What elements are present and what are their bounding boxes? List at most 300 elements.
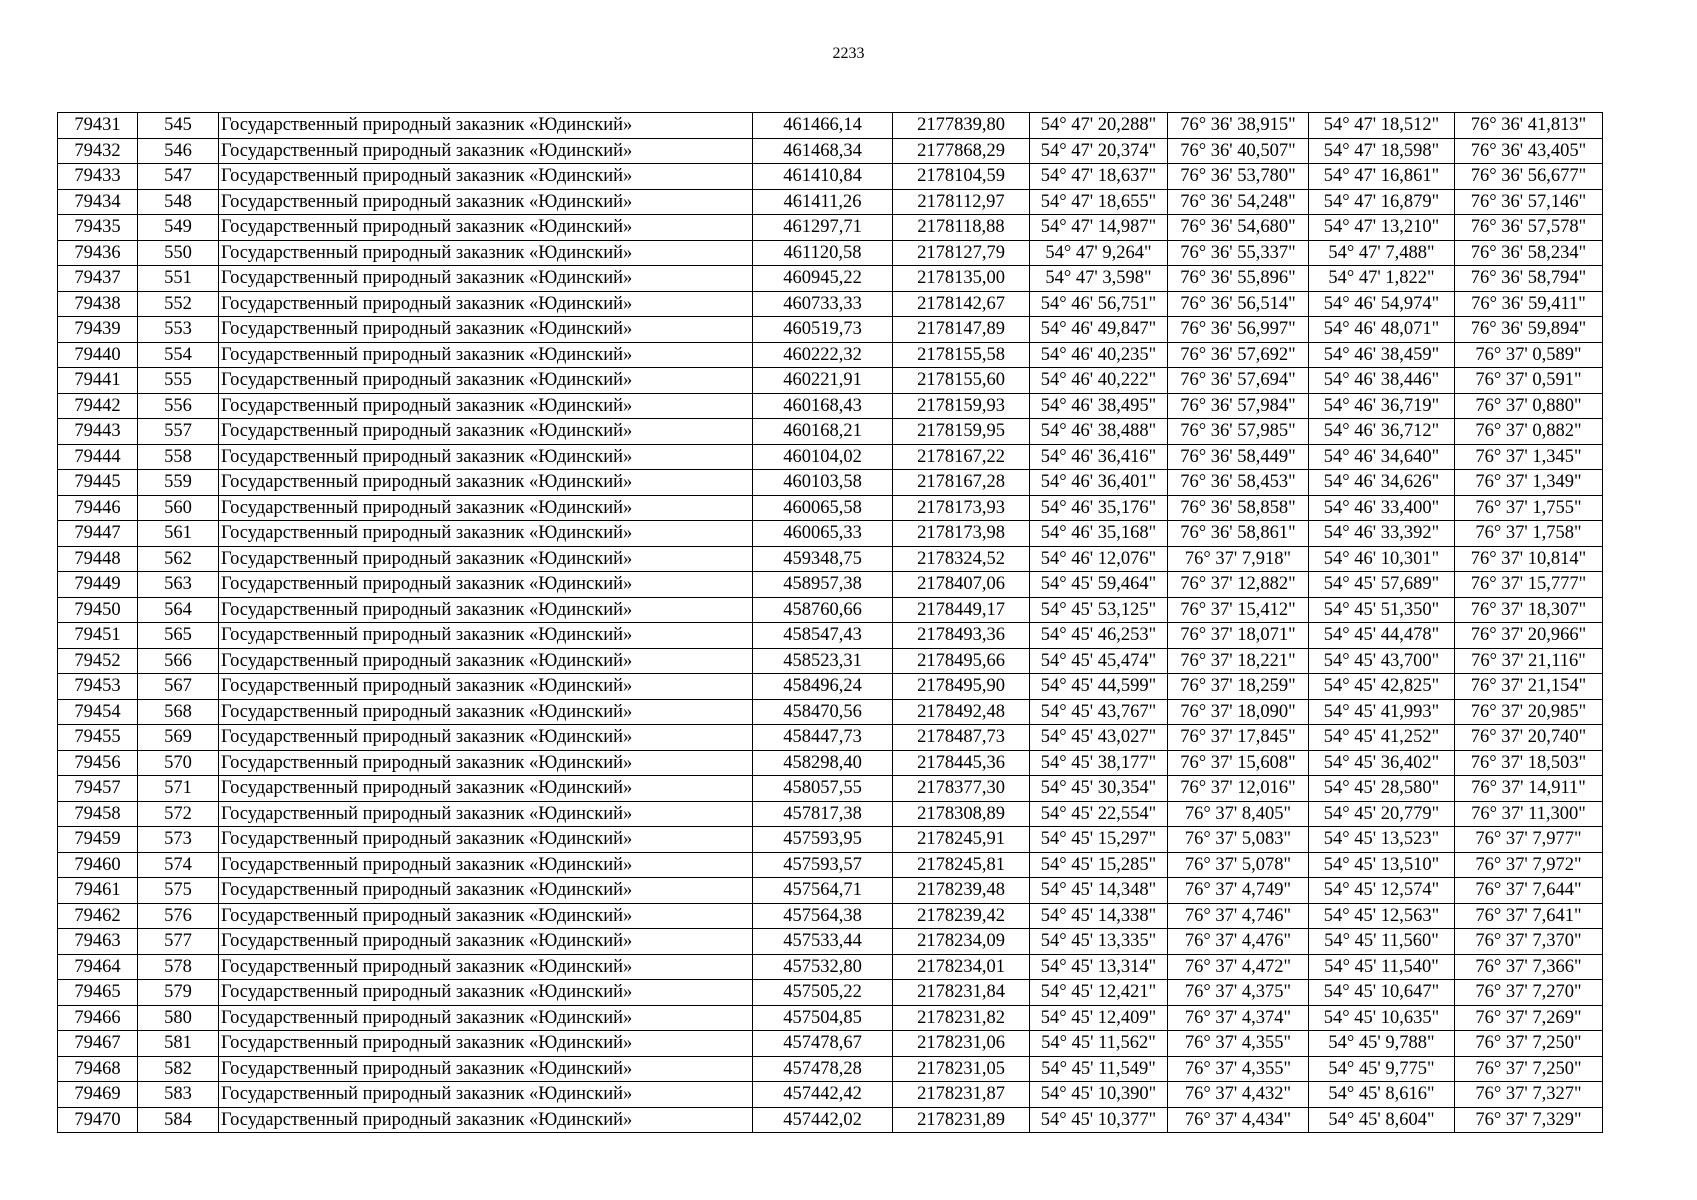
latitude-2-cell: 54° 46' 38,446"	[1309, 368, 1455, 394]
longitude-2-cell: 76° 37' 1,349"	[1455, 470, 1603, 496]
longitude-1-cell: 76° 37' 5,083"	[1168, 827, 1309, 853]
table-row	[58, 1031, 1603, 1057]
latitude-1-cell: 54° 46' 35,176"	[1030, 495, 1168, 521]
table-row	[58, 827, 1603, 853]
longitude-2-cell: 76° 37' 18,503"	[1455, 750, 1603, 776]
latitude-2-cell: 54° 45' 20,779"	[1309, 801, 1455, 827]
point-number-cell: 553	[138, 317, 219, 343]
coord-x-cell: 457442,42	[753, 1082, 893, 1108]
territory-name-cell: Государственный природный заказник «Юдинский»	[219, 1031, 753, 1057]
latitude-1-cell: 54° 45' 46,253"	[1030, 623, 1168, 649]
latitude-1-cell: 54° 45' 15,285"	[1030, 852, 1168, 878]
latitude-1-cell: 54° 45' 11,562"	[1030, 1031, 1168, 1057]
table-row	[58, 597, 1603, 623]
coord-y-cell: 2178142,67	[893, 291, 1030, 317]
table-row	[58, 648, 1603, 674]
point-number-cell: 568	[138, 699, 219, 725]
coord-x-cell: 460168,21	[753, 419, 893, 445]
table-row	[58, 317, 1603, 343]
coord-y-cell: 2178449,17	[893, 597, 1030, 623]
territory-name-cell: Государственный природный заказник «Юдинский»	[219, 878, 753, 904]
territory-name-cell: Государственный природный заказник «Юдинский»	[219, 419, 753, 445]
longitude-1-cell: 76° 36' 56,514"	[1168, 291, 1309, 317]
coord-y-cell: 2178127,79	[893, 240, 1030, 266]
territory-name-cell: Государственный природный заказник «Юдинский»	[219, 164, 753, 190]
longitude-1-cell: 76° 37' 4,434"	[1168, 1107, 1309, 1133]
table-row	[58, 266, 1603, 292]
coord-y-cell: 2178104,59	[893, 164, 1030, 190]
row-number-cell: 79432	[58, 138, 138, 164]
latitude-2-cell: 54° 45' 28,580"	[1309, 776, 1455, 802]
coord-y-cell: 2178231,84	[893, 980, 1030, 1006]
latitude-1-cell: 54° 45' 30,354"	[1030, 776, 1168, 802]
longitude-1-cell: 76° 36' 55,337"	[1168, 240, 1309, 266]
point-number-cell: 546	[138, 138, 219, 164]
coord-y-cell: 2178487,73	[893, 725, 1030, 751]
coord-y-cell: 2178118,88	[893, 215, 1030, 241]
longitude-1-cell: 76° 36' 58,453"	[1168, 470, 1309, 496]
longitude-2-cell: 76° 37' 0,591"	[1455, 368, 1603, 394]
coord-x-cell: 461468,34	[753, 138, 893, 164]
territory-name-cell: Государственный природный заказник «Юдинский»	[219, 1082, 753, 1108]
longitude-2-cell: 76° 37' 11,300"	[1455, 801, 1603, 827]
longitude-1-cell: 76° 37' 12,016"	[1168, 776, 1309, 802]
latitude-2-cell: 54° 45' 44,478"	[1309, 623, 1455, 649]
coord-x-cell: 457532,80	[753, 954, 893, 980]
territory-name-cell: Государственный природный заказник «Юдинский»	[219, 266, 753, 292]
latitude-2-cell: 54° 45' 41,252"	[1309, 725, 1455, 751]
latitude-1-cell: 54° 45' 13,314"	[1030, 954, 1168, 980]
row-number-cell: 79461	[58, 878, 138, 904]
point-number-cell: 571	[138, 776, 219, 802]
longitude-2-cell: 76° 37' 7,270"	[1455, 980, 1603, 1006]
latitude-2-cell: 54° 45' 10,635"	[1309, 1005, 1455, 1031]
row-number-cell: 79440	[58, 342, 138, 368]
row-number-cell: 79436	[58, 240, 138, 266]
point-number-cell: 567	[138, 674, 219, 700]
longitude-2-cell: 76° 36' 59,411"	[1455, 291, 1603, 317]
longitude-1-cell: 76° 37' 12,882"	[1168, 572, 1309, 598]
longitude-1-cell: 76° 36' 56,997"	[1168, 317, 1309, 343]
latitude-2-cell: 54° 46' 33,392"	[1309, 521, 1455, 547]
row-number-cell: 79470	[58, 1107, 138, 1133]
territory-name-cell: Государственный природный заказник «Юдинский»	[219, 189, 753, 215]
territory-name-cell: Государственный природный заказник «Юдинский»	[219, 725, 753, 751]
row-number-cell: 79433	[58, 164, 138, 190]
latitude-2-cell: 54° 46' 36,719"	[1309, 393, 1455, 419]
coord-y-cell: 2177839,80	[893, 113, 1030, 139]
longitude-2-cell: 76° 37' 21,116"	[1455, 648, 1603, 674]
coord-y-cell: 2178234,01	[893, 954, 1030, 980]
table-row	[58, 699, 1603, 725]
longitude-2-cell: 76° 37' 1,755"	[1455, 495, 1603, 521]
table-row	[58, 1005, 1603, 1031]
latitude-1-cell: 54° 45' 11,549"	[1030, 1056, 1168, 1082]
latitude-1-cell: 54° 45' 10,377"	[1030, 1107, 1168, 1133]
row-number-cell: 79466	[58, 1005, 138, 1031]
latitude-1-cell: 54° 46' 40,235"	[1030, 342, 1168, 368]
coord-x-cell: 457564,38	[753, 903, 893, 929]
longitude-1-cell: 76° 36' 54,248"	[1168, 189, 1309, 215]
latitude-2-cell: 54° 45' 41,993"	[1309, 699, 1455, 725]
latitude-1-cell: 54° 47' 18,655"	[1030, 189, 1168, 215]
coord-y-cell: 2178239,48	[893, 878, 1030, 904]
longitude-1-cell: 76° 37' 4,749"	[1168, 878, 1309, 904]
coord-x-cell: 457533,44	[753, 929, 893, 955]
point-number-cell: 583	[138, 1082, 219, 1108]
territory-name-cell: Государственный природный заказник «Юдинский»	[219, 903, 753, 929]
table-row	[58, 852, 1603, 878]
latitude-1-cell: 54° 46' 36,416"	[1030, 444, 1168, 470]
territory-name-cell: Государственный природный заказник «Юдинский»	[219, 674, 753, 700]
longitude-2-cell: 76° 36' 59,894"	[1455, 317, 1603, 343]
longitude-1-cell: 76° 36' 58,861"	[1168, 521, 1309, 547]
latitude-2-cell: 54° 45' 9,775"	[1309, 1056, 1455, 1082]
coord-y-cell: 2178495,66	[893, 648, 1030, 674]
longitude-2-cell: 76° 37' 1,758"	[1455, 521, 1603, 547]
latitude-2-cell: 54° 47' 16,861"	[1309, 164, 1455, 190]
latitude-1-cell: 54° 47' 18,637"	[1030, 164, 1168, 190]
coord-x-cell: 460065,58	[753, 495, 893, 521]
coord-y-cell: 2178407,06	[893, 572, 1030, 598]
longitude-1-cell: 76° 37' 18,221"	[1168, 648, 1309, 674]
coord-x-cell: 458298,40	[753, 750, 893, 776]
point-number-cell: 563	[138, 572, 219, 598]
table-row	[58, 674, 1603, 700]
latitude-2-cell: 54° 45' 43,700"	[1309, 648, 1455, 674]
row-number-cell: 79458	[58, 801, 138, 827]
territory-name-cell: Государственный природный заказник «Юдинский»	[219, 546, 753, 572]
territory-name-cell: Государственный природный заказник «Юдинский»	[219, 215, 753, 241]
latitude-1-cell: 54° 45' 12,421"	[1030, 980, 1168, 1006]
table-row	[58, 495, 1603, 521]
longitude-2-cell: 76° 36' 58,794"	[1455, 266, 1603, 292]
row-number-cell: 79437	[58, 266, 138, 292]
coord-y-cell: 2178159,95	[893, 419, 1030, 445]
table-row	[58, 878, 1603, 904]
table-body	[58, 113, 1603, 1133]
latitude-1-cell: 54° 46' 38,488"	[1030, 419, 1168, 445]
longitude-2-cell: 76° 37' 7,269"	[1455, 1005, 1603, 1031]
territory-name-cell: Государственный природный заказник «Юдинский»	[219, 572, 753, 598]
coord-x-cell: 458547,43	[753, 623, 893, 649]
latitude-1-cell: 54° 45' 15,297"	[1030, 827, 1168, 853]
coord-x-cell: 457478,28	[753, 1056, 893, 1082]
longitude-1-cell: 76° 37' 15,412"	[1168, 597, 1309, 623]
longitude-1-cell: 76° 37' 15,608"	[1168, 750, 1309, 776]
latitude-1-cell: 54° 46' 35,168"	[1030, 521, 1168, 547]
longitude-1-cell: 76° 36' 55,896"	[1168, 266, 1309, 292]
longitude-1-cell: 76° 36' 58,858"	[1168, 495, 1309, 521]
territory-name-cell: Государственный природный заказник «Юдинский»	[219, 1107, 753, 1133]
territory-name-cell: Государственный природный заказник «Юдинский»	[219, 852, 753, 878]
point-number-cell: 547	[138, 164, 219, 190]
territory-name-cell: Государственный природный заказник «Юдинский»	[219, 776, 753, 802]
row-number-cell: 79450	[58, 597, 138, 623]
territory-name-cell: Государственный природный заказник «Юдинский»	[219, 699, 753, 725]
row-number-cell: 79447	[58, 521, 138, 547]
longitude-2-cell: 76° 37' 7,250"	[1455, 1031, 1603, 1057]
row-number-cell: 79454	[58, 699, 138, 725]
latitude-2-cell: 54° 46' 54,974"	[1309, 291, 1455, 317]
territory-name-cell: Государственный природный заказник «Юдинский»	[219, 113, 753, 139]
coord-y-cell: 2178155,58	[893, 342, 1030, 368]
territory-name-cell: Государственный природный заказник «Юдинский»	[219, 368, 753, 394]
coord-x-cell: 460945,22	[753, 266, 893, 292]
coord-x-cell: 458957,38	[753, 572, 893, 598]
latitude-1-cell: 54° 45' 14,348"	[1030, 878, 1168, 904]
latitude-2-cell: 54° 45' 8,604"	[1309, 1107, 1455, 1133]
row-number-cell: 79442	[58, 393, 138, 419]
longitude-1-cell: 76° 37' 17,845"	[1168, 725, 1309, 751]
coord-y-cell: 2178231,82	[893, 1005, 1030, 1031]
coord-x-cell: 460519,73	[753, 317, 893, 343]
longitude-2-cell: 76° 37' 10,814"	[1455, 546, 1603, 572]
point-number-cell: 564	[138, 597, 219, 623]
coord-x-cell: 461410,84	[753, 164, 893, 190]
latitude-1-cell: 54° 45' 22,554"	[1030, 801, 1168, 827]
row-number-cell: 79448	[58, 546, 138, 572]
table-row	[58, 954, 1603, 980]
coord-x-cell: 457593,95	[753, 827, 893, 853]
territory-name-cell: Государственный природный заказник «Юдинский»	[219, 1005, 753, 1031]
coord-x-cell: 460733,33	[753, 291, 893, 317]
table-row	[58, 113, 1603, 139]
coord-x-cell: 457505,22	[753, 980, 893, 1006]
row-number-cell: 79457	[58, 776, 138, 802]
point-number-cell: 581	[138, 1031, 219, 1057]
territory-name-cell: Государственный природный заказник «Юдинский»	[219, 980, 753, 1006]
table-row	[58, 572, 1603, 598]
latitude-2-cell: 54° 45' 36,402"	[1309, 750, 1455, 776]
table-row	[58, 164, 1603, 190]
longitude-1-cell: 76° 36' 38,915"	[1168, 113, 1309, 139]
table-row	[58, 138, 1603, 164]
table-row	[58, 903, 1603, 929]
latitude-1-cell: 54° 45' 12,409"	[1030, 1005, 1168, 1031]
coord-y-cell: 2178231,87	[893, 1082, 1030, 1108]
longitude-2-cell: 76° 37' 14,911"	[1455, 776, 1603, 802]
point-number-cell: 557	[138, 419, 219, 445]
point-number-cell: 555	[138, 368, 219, 394]
coord-y-cell: 2178495,90	[893, 674, 1030, 700]
coord-y-cell: 2178324,52	[893, 546, 1030, 572]
latitude-2-cell: 54° 45' 10,647"	[1309, 980, 1455, 1006]
table-row	[58, 470, 1603, 496]
row-number-cell: 79464	[58, 954, 138, 980]
coord-x-cell: 458496,24	[753, 674, 893, 700]
longitude-2-cell: 76° 37' 7,977"	[1455, 827, 1603, 853]
longitude-1-cell: 76° 36' 57,692"	[1168, 342, 1309, 368]
latitude-2-cell: 54° 47' 13,210"	[1309, 215, 1455, 241]
point-number-cell: 558	[138, 444, 219, 470]
longitude-1-cell: 76° 36' 53,780"	[1168, 164, 1309, 190]
latitude-2-cell: 54° 45' 8,616"	[1309, 1082, 1455, 1108]
longitude-2-cell: 76° 37' 0,880"	[1455, 393, 1603, 419]
table-row	[58, 215, 1603, 241]
point-number-cell: 584	[138, 1107, 219, 1133]
coord-y-cell: 2178173,93	[893, 495, 1030, 521]
table-row	[58, 776, 1603, 802]
row-number-cell: 79460	[58, 852, 138, 878]
longitude-2-cell: 76° 36' 43,405"	[1455, 138, 1603, 164]
latitude-2-cell: 54° 45' 11,540"	[1309, 954, 1455, 980]
longitude-1-cell: 76° 36' 58,449"	[1168, 444, 1309, 470]
table-row	[58, 1056, 1603, 1082]
coord-x-cell: 457817,38	[753, 801, 893, 827]
latitude-1-cell: 54° 47' 20,374"	[1030, 138, 1168, 164]
coord-y-cell: 2178231,05	[893, 1056, 1030, 1082]
point-number-cell: 577	[138, 929, 219, 955]
longitude-1-cell: 76° 37' 18,071"	[1168, 623, 1309, 649]
point-number-cell: 549	[138, 215, 219, 241]
longitude-2-cell: 76° 36' 57,578"	[1455, 215, 1603, 241]
row-number-cell: 79438	[58, 291, 138, 317]
table-row	[58, 980, 1603, 1006]
territory-name-cell: Государственный природный заказник «Юдинский»	[219, 750, 753, 776]
territory-name-cell: Государственный природный заказник «Юдинский»	[219, 138, 753, 164]
coord-y-cell: 2178159,93	[893, 393, 1030, 419]
longitude-1-cell: 76° 37' 4,375"	[1168, 980, 1309, 1006]
coord-y-cell: 2178493,36	[893, 623, 1030, 649]
row-number-cell: 79452	[58, 648, 138, 674]
table-row	[58, 1082, 1603, 1108]
coord-y-cell: 2178234,09	[893, 929, 1030, 955]
longitude-1-cell: 76° 36' 54,680"	[1168, 215, 1309, 241]
row-number-cell: 79434	[58, 189, 138, 215]
longitude-2-cell: 76° 37' 21,154"	[1455, 674, 1603, 700]
longitude-1-cell: 76° 37' 5,078"	[1168, 852, 1309, 878]
point-number-cell: 578	[138, 954, 219, 980]
latitude-1-cell: 54° 47' 20,288"	[1030, 113, 1168, 139]
latitude-1-cell: 54° 45' 13,335"	[1030, 929, 1168, 955]
longitude-2-cell: 76° 37' 7,327"	[1455, 1082, 1603, 1108]
coord-y-cell: 2178167,22	[893, 444, 1030, 470]
coord-x-cell: 460103,58	[753, 470, 893, 496]
point-number-cell: 559	[138, 470, 219, 496]
point-number-cell: 552	[138, 291, 219, 317]
point-number-cell: 569	[138, 725, 219, 751]
longitude-2-cell: 76° 37' 0,882"	[1455, 419, 1603, 445]
point-number-cell: 551	[138, 266, 219, 292]
latitude-1-cell: 54° 45' 38,177"	[1030, 750, 1168, 776]
point-number-cell: 579	[138, 980, 219, 1006]
coord-y-cell: 2178167,28	[893, 470, 1030, 496]
row-number-cell: 79444	[58, 444, 138, 470]
table-row	[58, 342, 1603, 368]
coord-x-cell: 457478,67	[753, 1031, 893, 1057]
row-number-cell: 79443	[58, 419, 138, 445]
longitude-1-cell: 76° 37' 4,355"	[1168, 1031, 1309, 1057]
coord-x-cell: 458470,56	[753, 699, 893, 725]
latitude-1-cell: 54° 47' 14,987"	[1030, 215, 1168, 241]
coord-y-cell: 2178377,30	[893, 776, 1030, 802]
territory-name-cell: Государственный природный заказник «Юдинский»	[219, 801, 753, 827]
latitude-1-cell: 54° 45' 44,599"	[1030, 674, 1168, 700]
table-row	[58, 368, 1603, 394]
longitude-2-cell: 76° 37' 7,972"	[1455, 852, 1603, 878]
latitude-2-cell: 54° 46' 34,640"	[1309, 444, 1455, 470]
coord-x-cell: 458447,73	[753, 725, 893, 751]
coord-x-cell: 458523,31	[753, 648, 893, 674]
coord-y-cell: 2178239,42	[893, 903, 1030, 929]
coord-y-cell: 2178231,89	[893, 1107, 1030, 1133]
coord-y-cell: 2178245,91	[893, 827, 1030, 853]
coord-x-cell: 461120,58	[753, 240, 893, 266]
coord-y-cell: 2178173,98	[893, 521, 1030, 547]
table-row	[58, 725, 1603, 751]
longitude-2-cell: 76° 37' 0,589"	[1455, 342, 1603, 368]
point-number-cell: 556	[138, 393, 219, 419]
longitude-2-cell: 76° 37' 7,644"	[1455, 878, 1603, 904]
latitude-2-cell: 54° 45' 11,560"	[1309, 929, 1455, 955]
longitude-1-cell: 76° 37' 18,259"	[1168, 674, 1309, 700]
latitude-2-cell: 54° 45' 12,563"	[1309, 903, 1455, 929]
coord-x-cell: 460065,33	[753, 521, 893, 547]
longitude-2-cell: 76° 36' 58,234"	[1455, 240, 1603, 266]
longitude-2-cell: 76° 37' 20,985"	[1455, 699, 1603, 725]
longitude-1-cell: 76° 36' 57,694"	[1168, 368, 1309, 394]
point-number-cell: 576	[138, 903, 219, 929]
latitude-2-cell: 54° 45' 12,574"	[1309, 878, 1455, 904]
row-number-cell: 79431	[58, 113, 138, 139]
territory-name-cell: Государственный природный заказник «Юдинский»	[219, 521, 753, 547]
territory-name-cell: Государственный природный заказник «Юдинский»	[219, 444, 753, 470]
territory-name-cell: Государственный природный заказник «Юдинский»	[219, 597, 753, 623]
latitude-1-cell: 54° 46' 36,401"	[1030, 470, 1168, 496]
longitude-2-cell: 76° 37' 7,329"	[1455, 1107, 1603, 1133]
latitude-1-cell: 54° 47' 9,264"	[1030, 240, 1168, 266]
latitude-1-cell: 54° 45' 43,767"	[1030, 699, 1168, 725]
longitude-1-cell: 76° 36' 57,985"	[1168, 419, 1309, 445]
row-number-cell: 79463	[58, 929, 138, 955]
table-row	[58, 750, 1603, 776]
longitude-2-cell: 76° 37' 15,777"	[1455, 572, 1603, 598]
coord-x-cell: 457564,71	[753, 878, 893, 904]
latitude-2-cell: 54° 46' 10,301"	[1309, 546, 1455, 572]
longitude-2-cell: 76° 36' 41,813"	[1455, 113, 1603, 139]
territory-name-cell: Государственный природный заказник «Юдинский»	[219, 240, 753, 266]
page-number: 2233	[832, 45, 865, 62]
row-number-cell: 79459	[58, 827, 138, 853]
table-row	[58, 929, 1603, 955]
longitude-1-cell: 76° 37' 4,374"	[1168, 1005, 1309, 1031]
row-number-cell: 79439	[58, 317, 138, 343]
coord-x-cell: 457442,02	[753, 1107, 893, 1133]
table-row	[58, 546, 1603, 572]
longitude-1-cell: 76° 36' 57,984"	[1168, 393, 1309, 419]
latitude-2-cell: 54° 45' 13,510"	[1309, 852, 1455, 878]
row-number-cell: 79467	[58, 1031, 138, 1057]
table-row	[58, 801, 1603, 827]
point-number-cell: 572	[138, 801, 219, 827]
latitude-2-cell: 54° 47' 18,598"	[1309, 138, 1455, 164]
territory-name-cell: Государственный природный заказник «Юдинский»	[219, 827, 753, 853]
table-row	[58, 189, 1603, 215]
territory-name-cell: Государственный природный заказник «Юдинский»	[219, 393, 753, 419]
territory-name-cell: Государственный природный заказник «Юдинский»	[219, 1056, 753, 1082]
latitude-2-cell: 54° 45' 9,788"	[1309, 1031, 1455, 1057]
longitude-1-cell: 76° 37' 7,918"	[1168, 546, 1309, 572]
table-row	[58, 393, 1603, 419]
table-row	[58, 291, 1603, 317]
coord-y-cell: 2178445,36	[893, 750, 1030, 776]
coord-x-cell: 458057,55	[753, 776, 893, 802]
coord-x-cell: 457593,57	[753, 852, 893, 878]
territory-name-cell: Государственный природный заказник «Юдинский»	[219, 623, 753, 649]
longitude-2-cell: 76° 37' 1,345"	[1455, 444, 1603, 470]
latitude-2-cell: 54° 45' 42,825"	[1309, 674, 1455, 700]
